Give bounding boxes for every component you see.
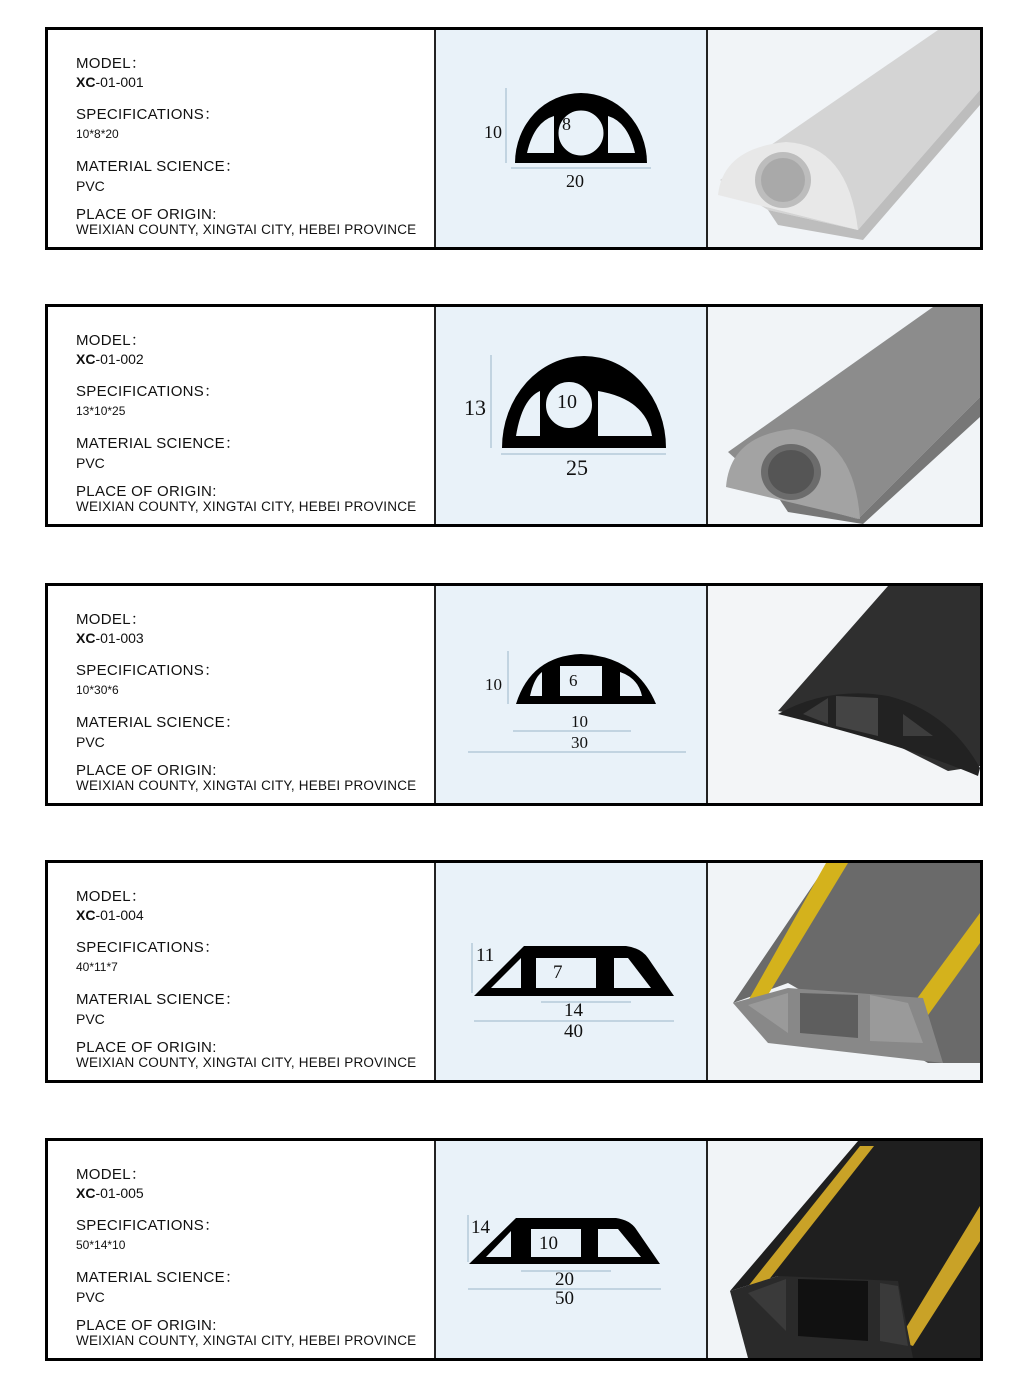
inner-dimension: 8 — [562, 114, 571, 134]
origin-value: WEIXIAN COUNTY, XINGTAI CITY, HEBEI PROVINCE — [76, 778, 417, 793]
material-value: PVC — [76, 1011, 105, 1027]
product-photo — [708, 307, 980, 524]
product-photo — [708, 863, 980, 1080]
product-photo — [708, 30, 980, 247]
specifications-value: 10*30*6 — [76, 683, 119, 697]
specifications-value: 13*10*25 — [76, 404, 126, 418]
specifications-label: SPECIFICATIONS： — [76, 106, 220, 123]
product-card-4 — [45, 860, 983, 1083]
specifications-value: 10*8*20 — [76, 127, 119, 141]
specifications-label: SPECIFICATIONS： — [76, 383, 220, 400]
height-dimension: 13 — [464, 395, 486, 420]
spec-panel — [48, 307, 436, 524]
material-value: PVC — [76, 178, 105, 194]
origin-label: PLACE OF ORIGIN: — [76, 762, 217, 779]
cross-section-diagram — [436, 863, 708, 1080]
model-label: MODEL： — [76, 888, 147, 905]
width-dimension: 30 — [571, 733, 588, 752]
spec-panel — [48, 863, 436, 1080]
model-value: XC-01-003 — [76, 630, 144, 646]
width-dimension: 40 — [564, 1021, 583, 1042]
height-dimension: 10 — [485, 675, 502, 694]
product-photo — [708, 586, 980, 803]
model-label: MODEL： — [76, 332, 147, 349]
model-value: XC-01-002 — [76, 351, 144, 367]
cross-section-diagram — [436, 586, 708, 803]
material-value: PVC — [76, 1289, 105, 1305]
model-label: MODEL： — [76, 1166, 147, 1183]
inner-width-dimension: 20 — [555, 1269, 574, 1290]
material-label: MATERIAL SCIENCE： — [76, 158, 241, 175]
origin-value: WEIXIAN COUNTY, XINGTAI CITY, HEBEI PROVINCE — [76, 222, 417, 237]
origin-label: PLACE OF ORIGIN: — [76, 483, 217, 500]
cross-section-diagram — [436, 1141, 708, 1358]
origin-label: PLACE OF ORIGIN: — [76, 1317, 217, 1334]
origin-label: PLACE OF ORIGIN: — [76, 206, 217, 223]
spec-panel — [48, 1141, 436, 1358]
product-card-1 — [45, 27, 983, 250]
width-dimension: 20 — [566, 171, 584, 191]
product-card-3 — [45, 583, 983, 806]
specifications-label: SPECIFICATIONS： — [76, 662, 220, 679]
origin-value: WEIXIAN COUNTY, XINGTAI CITY, HEBEI PROVINCE — [76, 1055, 417, 1070]
origin-label: PLACE OF ORIGIN: — [76, 1039, 217, 1056]
specifications-value: 40*11*7 — [76, 960, 118, 974]
height-dimension: 11 — [476, 945, 495, 966]
inner-width-dimension: 10 — [571, 712, 588, 731]
material-label: MATERIAL SCIENCE： — [76, 991, 241, 1008]
cross-section-diagram — [436, 307, 708, 524]
spec-panel — [48, 586, 436, 803]
specifications-value: 50*14*10 — [76, 1238, 126, 1252]
model-label: MODEL： — [76, 55, 147, 72]
specifications-label: SPECIFICATIONS： — [76, 1217, 220, 1234]
height-dimension: 14 — [471, 1217, 490, 1238]
inner-dimension: 6 — [569, 671, 578, 690]
material-value: PVC — [76, 455, 105, 471]
model-value: XC-01-001 — [76, 74, 144, 90]
inner-dimension: 10 — [539, 1233, 558, 1254]
origin-value: WEIXIAN COUNTY, XINGTAI CITY, HEBEI PROVINCE — [76, 499, 417, 514]
model-value: XC-01-005 — [76, 1185, 144, 1201]
spec-panel — [48, 30, 436, 247]
width-dimension: 25 — [566, 455, 588, 480]
origin-value: WEIXIAN COUNTY, XINGTAI CITY, HEBEI PROVINCE — [76, 1333, 417, 1348]
height-dimension: 10 — [484, 122, 502, 142]
material-label: MATERIAL SCIENCE： — [76, 435, 241, 452]
cross-section-diagram — [436, 30, 708, 247]
model-label: MODEL： — [76, 611, 147, 628]
product-photo — [708, 1141, 980, 1358]
inner-dimension: 7 — [553, 962, 563, 983]
specifications-label: SPECIFICATIONS： — [76, 939, 220, 956]
material-label: MATERIAL SCIENCE： — [76, 714, 241, 731]
product-card-5 — [45, 1138, 983, 1361]
product-card-2 — [45, 304, 983, 527]
model-value: XC-01-004 — [76, 907, 144, 923]
inner-width-dimension: 14 — [564, 1000, 583, 1021]
width-dimension: 50 — [555, 1288, 574, 1309]
material-label: MATERIAL SCIENCE： — [76, 1269, 241, 1286]
inner-dimension: 10 — [557, 391, 577, 413]
material-value: PVC — [76, 734, 105, 750]
